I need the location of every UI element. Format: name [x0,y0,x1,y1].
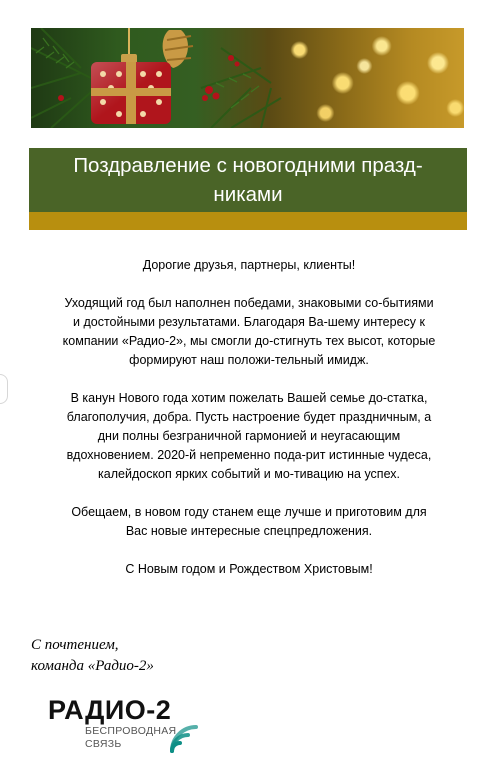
gold-divider-bar [29,212,467,230]
signature-line2: команда «Радио-2» [31,658,154,674]
greeting-title [29,148,467,212]
wireless-wave-icon [166,721,206,755]
greeting-title-line1: Поздравление с новогодними празд- [73,154,423,177]
radio2-logo [48,695,228,755]
logo-subtitle-line2: СВЯЗЬ [85,738,122,750]
scroll-handle[interactable] [0,374,8,404]
logo-subtitle-line1: БЕСПРОВОДНАЯ [85,725,177,737]
signature-line1: С почтением, [31,637,119,653]
signature [31,635,154,677]
logo-wordmark: РАДИО-2 [48,695,172,725]
greeting-closing: С Новым годом и Рождеством Христовым! [125,562,373,576]
greeting-paragraph-year-results: Уходящий год был наполнен победами, знаковыми со-бытиями и достойными результатами. Благодаря Ва-шему интересу к компании «Радио-2», мы смогли до-стигнуть тех высот, которые формируют наш положи-тельный имидж. [62,296,436,367]
christmas-ornament-illustration [31,28,464,128]
christmas-banner-image [31,28,464,128]
greeting-paragraph-promise: Обещаем, в новом году станем еще лучше и приготовим для Вас новые интересные спецпредложения. [71,505,427,538]
greeting-title-line2: никами [213,183,283,206]
greeting-salutation: Дорогие друзья, партнеры, клиенты! [142,258,356,272]
greeting-paragraph-wishes: В канун Нового года хотим пожелать Вашей семье до-статка, благополучия, добра. Пусть настроение будет праздничным, а дни полны безграничной гармонией и неугасающим вдохновением. 2020-й непременно пода-рит истинные чудеса, калейдоскоп ярких событий и мо-тивацию на успех. [66,391,432,481]
greeting-body [60,256,438,598]
